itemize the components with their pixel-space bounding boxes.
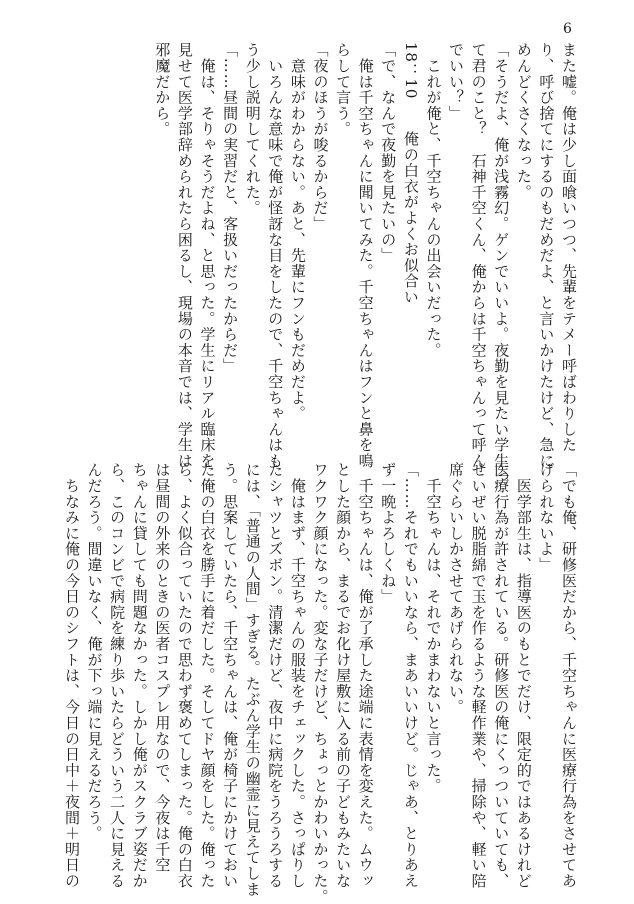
text-line: ちゃんに貸しても問題なかった。しかし俺がスクラブ姿だか (130, 462, 149, 889)
text-line: これが俺と、千空ちゃんの出会いだった。 (424, 42, 443, 358)
text-line: 「……昼間の実習だと、客扱いだったからだ」 (221, 42, 240, 374)
text-line: 見せて医学部辞められたら困るし、現場の本音では、学生は (175, 42, 194, 469)
text-line: 俺はまず、千空ちゃんの服装をチェックした。さっぱりし (288, 462, 307, 889)
text-line: 医学部生は、指導医のもとでだけ、限定的ではあるけれど (514, 462, 533, 889)
text-line: 「夜のほうが唆るからだ」 (311, 42, 330, 232)
text-line: 「……それでもいいなら、まあいいけど。じゃあ、とりあえ (401, 462, 420, 889)
text-line: 千空ちゃんは、俺が了承した途端に表情を変えた。ムウッ (356, 462, 375, 889)
text-line: 席ぐらいしかさせてあげられない。 (447, 462, 466, 715)
text-line: いろんな意味で俺が怪訝な目をしたので、千空ちゃんはも (266, 42, 285, 469)
text-line: ら、よく似合っていたので思わず褒めてしまった。俺の白衣 (175, 462, 194, 889)
text-line: たシャツとズボン。清潔だけど、夜中に病院をうろうろする (266, 462, 285, 889)
text-line: 意味がわからない。あと、先輩にフンもだめだよ。 (288, 42, 307, 422)
text-line: せいぜい脱脂綿で玉を作るような軽作業や、掃除や、軽い陪 (469, 462, 488, 889)
section-heading: 18：10 俺の白衣がよくお似合い (401, 42, 420, 305)
text-line: とした顔から、まるでお化け屋敷に入る前の子どもみたいな (334, 462, 353, 889)
text-line: 俺は、そりゃそうだよね、と思った。学生にリアル臨床を (198, 42, 217, 469)
text-line: う少し説明してくれた。 (243, 42, 262, 216)
text-line: ず一晩よろしくね」 (379, 462, 398, 605)
text-line: 邪魔だから。 (153, 42, 172, 137)
text-line: ワクワク顔になった。変な子だけど、ちょっとかわいかった。 (311, 462, 330, 904)
text-line: 「で、なんで夜勤を見たいの」 (379, 42, 398, 264)
text-line: 医療行為が許されている。研修医の俺にくっついていても、 (492, 462, 511, 889)
text-block-upper (80, 42, 580, 485)
text-line: んだろう。間違いなく、俺が下っ端に見えるだろう。 (85, 462, 104, 842)
text-line: 千空ちゃんは、それでかまわないと言った。 (424, 462, 443, 794)
text-block-lower (62, 462, 580, 904)
text-line: た俺の白衣を勝手に着だした。そしてドヤ顔をした。俺った (198, 462, 217, 889)
text-line: ちなみに俺の今日のシフトは、今日の日中＋夜間＋明日の (62, 462, 81, 889)
page-number: 6 (563, 21, 572, 37)
text-line: げられないよ」 (537, 462, 556, 573)
text-line: ら、このコンビで病院を練り歩いたらどういう二人に見える (108, 462, 127, 889)
text-line: り、呼び捨てにするのもだめだよ、と言いかけたけど、急に (537, 42, 556, 469)
text-line: でいい？」 (447, 42, 466, 121)
text-line: には、「普通の人間」すぎる。たぶん学生の幽霊に見えてしま (243, 462, 262, 897)
text-line: 「そうだよ、俺が浅霧幻。ゲンでいいよ。夜勤を見たい学生っ (492, 42, 511, 485)
text-line: また嘘。俺は少し面喰いつつ、先輩をテメー呼ばわりした (560, 42, 578, 453)
text-line: は昼間の外来のときの医者コスプレ用なので、今夜は千空 (153, 462, 172, 873)
text-line: て君のこと？ 石神千空くん、俺からは千空ちゃんって呼ん (469, 42, 488, 469)
text-line: う。思案していたら、千空ちゃんは、俺が椅子にかけておい (221, 462, 240, 889)
text-line: らして言う。 (334, 42, 353, 137)
text-line: めんどくさくなった。 (514, 42, 533, 200)
text-line: 「でも俺、研修医だから、千空ちゃんに医療行為をさせてあ (560, 462, 578, 889)
text-line: 俺は千空ちゃんに聞いてみた。千空ちゃんはフンと鼻を鳴 (356, 42, 375, 469)
